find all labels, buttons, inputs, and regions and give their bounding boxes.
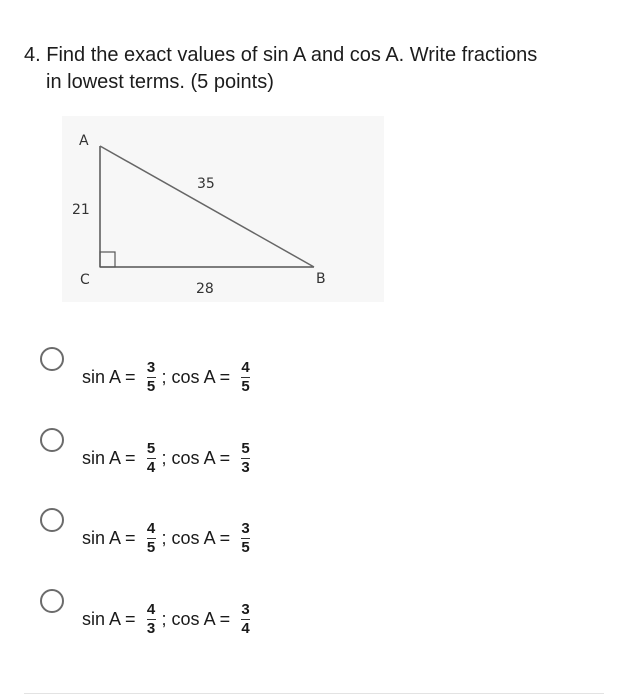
triangle-figure <box>62 116 384 302</box>
answer-option-1[interactable] <box>40 347 340 395</box>
cos-fraction <box>241 521 250 556</box>
side-ac-label: 21 <box>72 202 90 218</box>
option-expression <box>82 353 256 401</box>
sin-denominator: 5 <box>146 538 156 556</box>
sin-fraction <box>147 602 156 637</box>
sin-numerator: 5 <box>146 439 156 457</box>
sin-denominator: 4 <box>146 458 156 476</box>
cos-denominator: 4 <box>241 619 250 637</box>
radio-button[interactable] <box>40 347 64 371</box>
sin-denominator: 3 <box>146 619 156 637</box>
cos-numerator: 5 <box>241 439 250 457</box>
cos-fraction <box>241 360 250 395</box>
radio-button[interactable] <box>40 589 64 613</box>
question-line-2: in lowest terms. (5 points) <box>46 71 274 93</box>
right-angle-marker <box>100 252 115 267</box>
vertex-a-label: A <box>79 133 89 149</box>
question-text <box>24 42 604 96</box>
cos-numerator: 3 <box>241 600 250 618</box>
answer-option-3[interactable] <box>40 508 340 556</box>
sin-denominator: 5 <box>146 377 156 395</box>
cos-denominator: 5 <box>241 538 250 556</box>
sin-label: sin A = <box>82 527 141 548</box>
cos-numerator: 3 <box>241 519 250 537</box>
cos-denominator: 3 <box>241 458 250 476</box>
option-expression <box>82 434 256 482</box>
answer-option-2[interactable] <box>40 428 340 476</box>
triangle-diagram <box>62 116 384 302</box>
side-ab-label: 35 <box>197 176 215 192</box>
option-expression <box>82 514 256 562</box>
sin-label: sin A = <box>82 608 141 629</box>
cos-denominator: 5 <box>241 377 250 395</box>
radio-button[interactable] <box>40 428 64 452</box>
bottom-divider <box>24 693 604 694</box>
option-expression <box>82 595 256 643</box>
cos-numerator: 4 <box>241 358 250 376</box>
answer-option-4[interactable] <box>40 589 340 637</box>
sin-fraction <box>147 521 156 556</box>
side-cb-label: 28 <box>196 281 214 297</box>
sin-label: sin A = <box>82 447 141 468</box>
cos-fraction <box>241 441 250 476</box>
sin-numerator: 4 <box>146 519 156 537</box>
side-ab-line <box>100 146 314 267</box>
cos-label: ; cos A = <box>161 447 236 468</box>
cos-label: ; cos A = <box>161 608 236 629</box>
sin-fraction <box>147 441 156 476</box>
question-line-1: 4. Find the exact values of sin A and cos A. Write fractions <box>24 44 538 66</box>
cos-fraction <box>241 602 250 637</box>
sin-numerator: 3 <box>146 358 156 376</box>
sin-numerator: 4 <box>146 600 156 618</box>
radio-button[interactable] <box>40 508 64 532</box>
sin-fraction <box>147 360 156 395</box>
cos-label: ; cos A = <box>161 366 236 387</box>
sin-label: sin A = <box>82 366 141 387</box>
vertex-b-label: B <box>316 271 326 287</box>
vertex-c-label: C <box>80 272 90 288</box>
cos-label: ; cos A = <box>161 527 236 548</box>
